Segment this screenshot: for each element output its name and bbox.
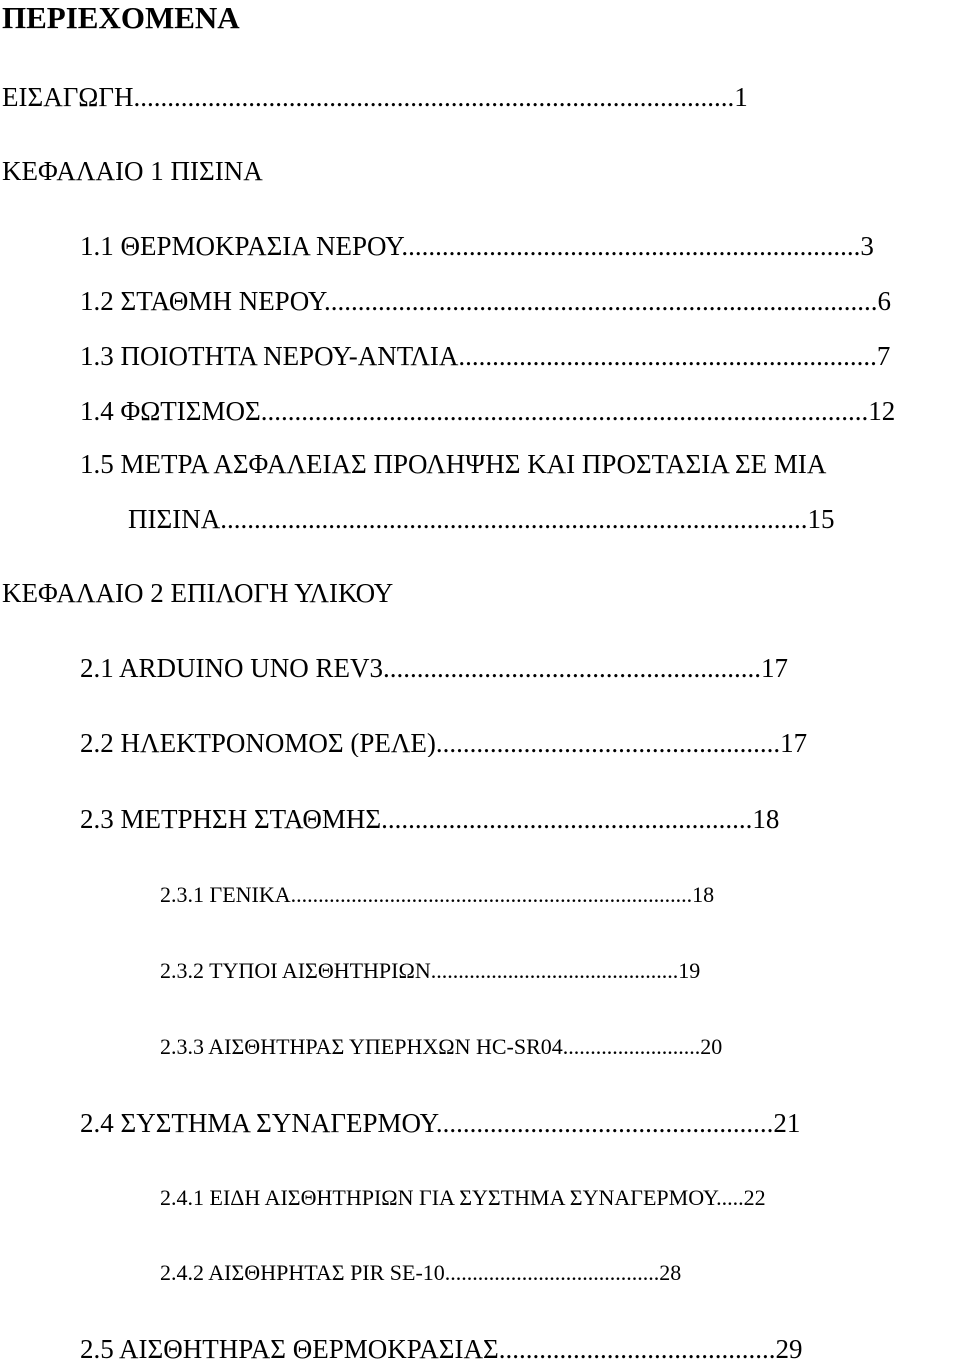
toc-entry-introduction: ΕΙΣΑΓΩΓΗ.........................................................................................1	[2, 84, 748, 111]
toc-chapter-1-heading: ΚΕΦΑΛΑΙΟ 1 ΠΙΣΙΝΑ	[2, 156, 263, 186]
toc-entry-2-1: 2.1 ARDUINO UNO REV3........................................................17	[80, 655, 788, 682]
toc-entry-2-4-2: 2.4.2 ΑΙΣΘΗΡΗΤΑΣ PIR SE-10.......................................28	[160, 1262, 682, 1284]
toc-entry-2-4-1: 2.4.1 ΕΙΔΗ ΑΙΣΘΗΤΗΡΙΩΝ ΓΙΑ ΣΥΣΤΗΜΑ ΣΥΝΑΓΕΡΜΟΥ.....22	[160, 1187, 766, 1209]
toc-entry-2-3: 2.3 ΜΕΤΡΗΣΗ ΣΤΑΘΜΗΣ.......................................................18	[80, 806, 780, 833]
toc-entry-2-3-3: 2.3.3 ΑΙΣΘΗΤΗΡΑΣ ΥΠΕΡΗΧΩΝ HC-SR04.........................20	[160, 1036, 723, 1058]
toc-entry-2-4: 2.4 ΣΥΣΤΗΜΑ ΣΥΝΑΓΕΡΜΟΥ..................................................21	[80, 1110, 801, 1137]
toc-entry-2-3-2: 2.3.2 ΤΥΠΟΙ ΑΙΣΘΗΤΗΡΙΩΝ.............................................19	[160, 960, 701, 982]
toc-entry-1-5-line-2: ΠΙΣΙΝΑ.......................................................................................15	[128, 506, 835, 533]
page-title: ΠΕΡΙΕΧΟΜΕΝΑ	[2, 0, 240, 35]
toc-entry-1-3: 1.3 ΠΟΙΟΤΗΤΑ ΝΕΡΟΥ-ΑΝΤΛΙΑ..............................................................7	[80, 343, 891, 370]
toc-entry-1-5-line-1: 1.5 ΜΕΤΡΑ ΑΣΦΑΛΕΙΑΣ ΠΡΟΛΗΨΗΣ ΚΑΙ ΠΡΟΣΤΑΣΙΑ ΣΕ ΜΙΑ	[80, 451, 827, 478]
toc-chapter-2-heading: ΚΕΦΑΛΑΙΟ 2 ΕΠΙΛΟΓΗ ΥΛΙΚΟΥ	[2, 578, 394, 608]
toc-entry-2-3-1: 2.3.1 ΓΕΝΙΚΑ.........................................................................18	[160, 884, 715, 906]
toc-entry-2-5: 2.5 ΑΙΣΘΗΤΗΡΑΣ ΘΕΡΜΟΚΡΑΣΙΑΣ.........................................29	[80, 1336, 803, 1363]
toc-entry-1-2: 1.2 ΣΤΑΘΜΗ ΝΕΡΟΥ..................................................................................6	[80, 288, 892, 315]
toc-entry-1-4: 1.4 ΦΩΤΙΣΜΟΣ..........................................................................................12	[80, 398, 896, 425]
toc-entry-1-1: 1.1 ΘΕΡΜΟΚΡΑΣΙΑ ΝΕΡΟΥ....................................................................3	[80, 233, 874, 260]
toc-entry-2-2: 2.2 ΗΛΕΚΤΡΟΝΟΜΟΣ (ΡΕΛΕ)...................................................17	[80, 730, 808, 757]
